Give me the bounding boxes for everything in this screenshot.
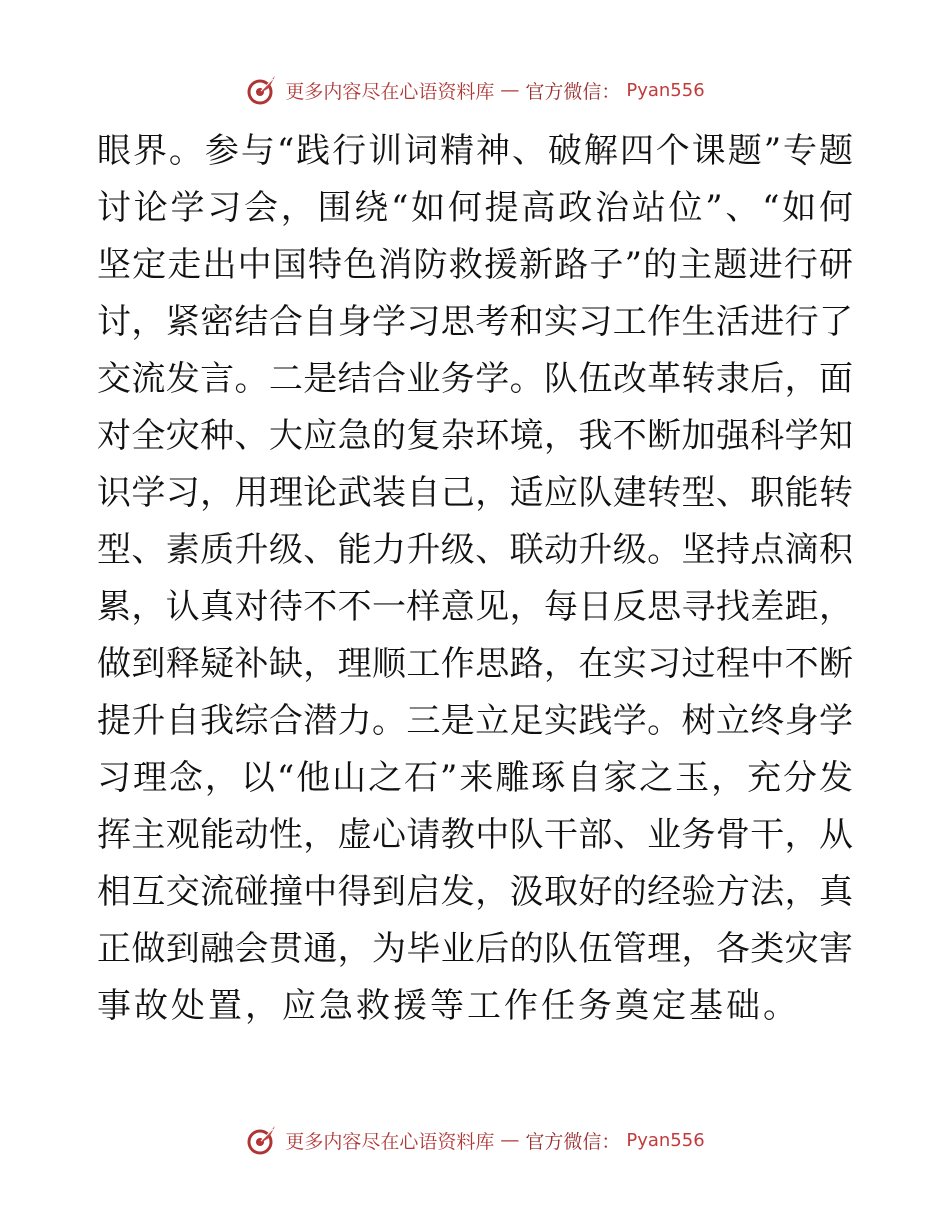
footer-watermark — [0, 1120, 950, 1160]
paragraph-line: 挥主观能动性，虚心请教中队干部、业务骨干，从 — [97, 815, 853, 855]
watermark-label: 官方微信： — [525, 80, 621, 103]
paragraph-line: 事故处置，应急救援等工作任务奠定基础。 — [97, 986, 800, 1026]
paragraph-line: 提升自我综合潜力。三是立足实践学。树立终身学 — [97, 701, 853, 741]
quill-logo-icon — [245, 1123, 279, 1157]
paragraph-line: 识学习，用理论武装自己，适应队建转型、职能转 — [97, 473, 853, 513]
body-paragraph — [97, 123, 853, 1035]
watermark-brand: 更多内容尽在心语资料库 — [285, 80, 495, 103]
paragraph-line: 做到释疑补缺，理顺工作思路，在实习过程中不断 — [97, 644, 853, 684]
paragraph-line: 型、素质升级、能力升级、联动升级。坚持点滴积 — [97, 530, 853, 570]
paragraph-line: 交流发言。二是结合业务学。队伍改革转隶后，面 — [97, 359, 853, 399]
paragraph-line: 坚定走出中国特色消防救援新路子”的主题进行研 — [97, 245, 853, 285]
paragraph-line: 相互交流碰撞中得到启发，汲取好的经验方法，真 — [97, 872, 853, 912]
watermark-wechat-id: Pyan556 — [626, 1129, 705, 1151]
paragraph-line: 正做到融会贯通，为毕业后的队伍管理，各类灾害 — [97, 929, 853, 969]
paragraph-line: 眼界。参与“践行训词精神、破解四个课题”专题 — [97, 131, 853, 171]
paragraph-line: 对全灾种、大应急的复杂环境，我不断加强科学知 — [97, 416, 853, 456]
watermark-dash: — — [500, 1129, 520, 1151]
header-watermark — [0, 70, 950, 110]
paragraph-line: 讨论学习会，围绕“如何提高政治站位”、“如何 — [97, 188, 853, 228]
watermark-brand: 更多内容尽在心语资料库 — [285, 1130, 495, 1153]
watermark-label: 官方微信： — [525, 1130, 621, 1153]
paragraph-line: 累，认真对待不不一样意见，每日反思寻找差距， — [97, 587, 853, 627]
quill-logo-icon — [245, 73, 279, 107]
watermark-wechat-id: Pyan556 — [626, 79, 705, 101]
paragraph-line: 习理念，以“他山之石”来雕琢自家之玉，充分发 — [97, 758, 853, 798]
paragraph-line: 讨，紧密结合自身学习思考和实习工作生活进行了 — [97, 302, 853, 342]
watermark-dash: — — [500, 79, 520, 101]
